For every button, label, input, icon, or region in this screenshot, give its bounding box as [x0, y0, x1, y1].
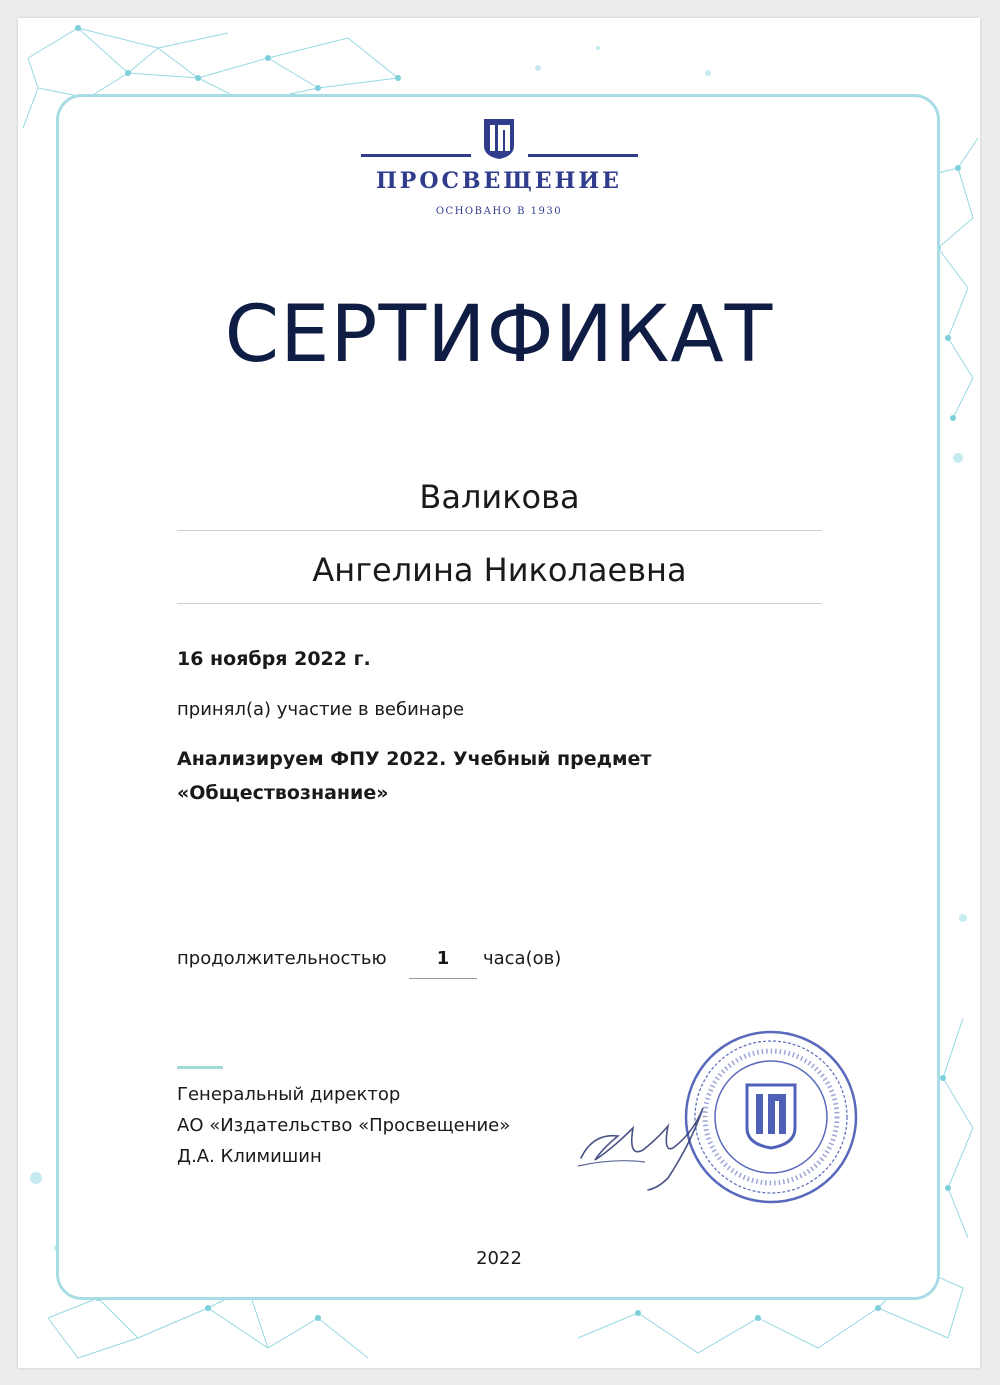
webinar-topic-line-1: Анализируем ФПУ 2022. Учебный предмет: [177, 748, 652, 770]
logo-founded: ОСНОВАНО В 1930: [435, 206, 563, 217]
name-underline-1: [177, 530, 822, 531]
logo-wordmark: ПРОСВЕЩЕНИЕ: [376, 168, 622, 194]
signatory-company: АО «Издательство «Просвещение»: [177, 1115, 511, 1136]
signatory-accent-line: [177, 1066, 223, 1069]
participation-text: принял(а) участие в вебинаре: [177, 699, 465, 720]
duration-label: продолжительностью: [177, 948, 387, 969]
signatory-name: Д.А. Климишин: [177, 1146, 322, 1167]
certificate-title: СЕРТИФИКАТ: [224, 290, 774, 380]
name-underline-2: [177, 603, 822, 604]
director-signature-icon: [573, 1088, 733, 1198]
event-date: 16 ноября 2022 г.: [177, 648, 371, 670]
certificate-sheet: [18, 18, 980, 1368]
duration-unit: часа(ов): [483, 948, 562, 969]
duration-value: 1: [436, 948, 450, 969]
logo-line-right: [528, 154, 638, 157]
prosveshchenie-logo-icon: [483, 118, 515, 160]
recipient-surname: Валикова: [419, 478, 580, 516]
signatory-position: Генеральный директор: [177, 1084, 401, 1105]
duration-underline: [409, 978, 477, 979]
certificate-year: 2022: [476, 1248, 522, 1269]
webinar-topic: [177, 742, 777, 810]
recipient-given-names: Ангелина Николаевна: [312, 551, 687, 589]
logo-line-left: [361, 154, 471, 157]
webinar-topic-line-2: «Обществознание»: [177, 782, 389, 804]
